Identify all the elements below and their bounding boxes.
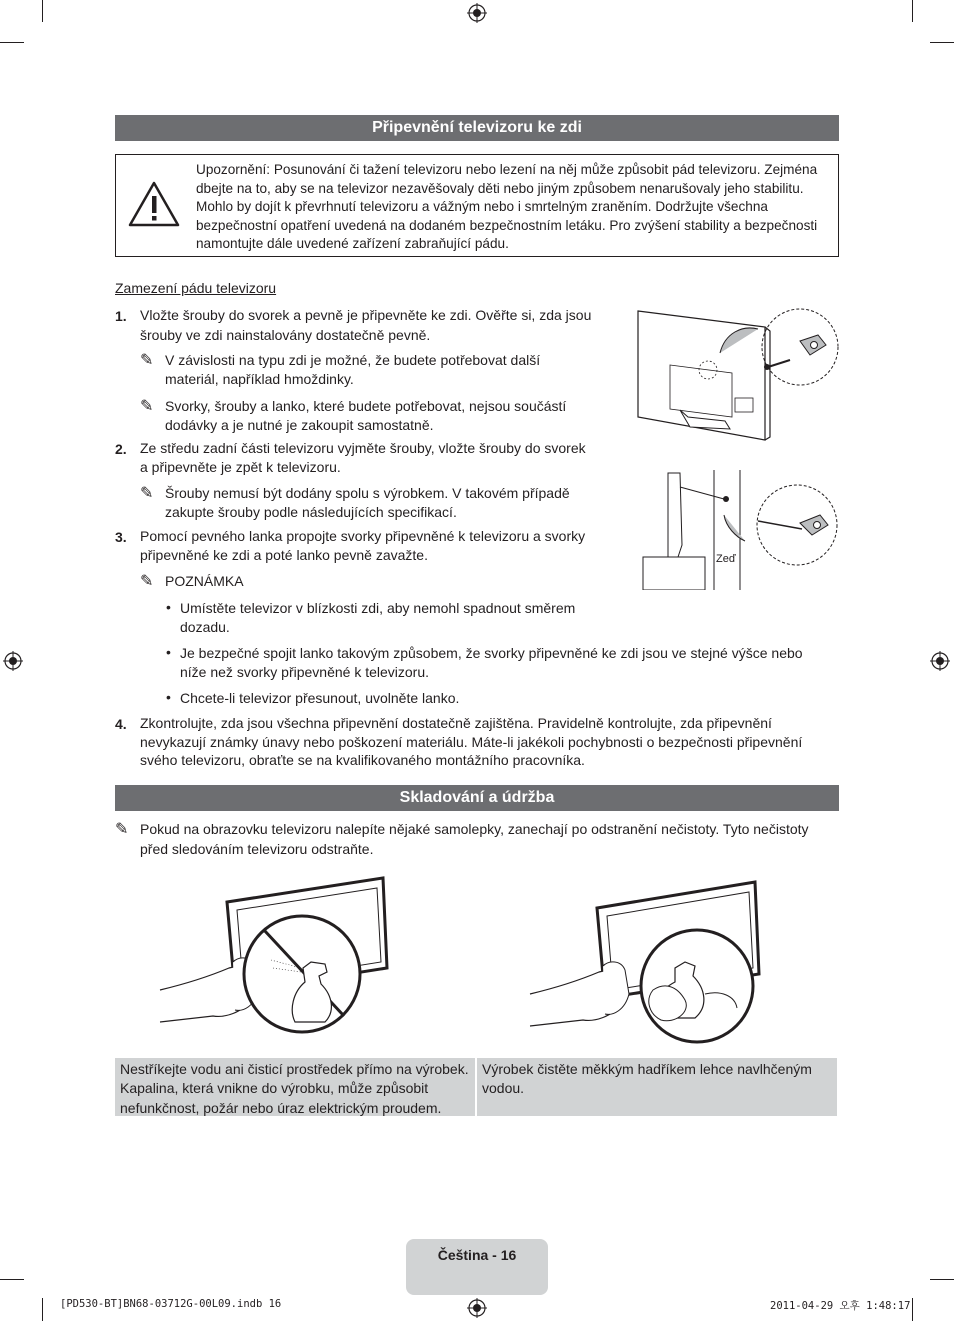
- caption-right-line-2: vodou.: [482, 1080, 525, 1097]
- no-spray-illustration: [155, 872, 395, 1042]
- section-title-storage-maintenance: Skladování a údržba: [115, 785, 839, 811]
- caption-left-line-2: Kapalina, která vnikne do výrobku, může způsobit: [120, 1080, 429, 1097]
- crop-mark: [930, 42, 954, 43]
- tv-back-clip-illustration: [630, 305, 845, 445]
- caption-right-line-1: Výrobek čistěte měkkým hadříkem lehce navlhčeným: [482, 1061, 812, 1077]
- step-4-line-3: svého televizoru, obraťte se na kvalifikovaného montážního pracovníka.: [140, 752, 585, 768]
- step-1-line-1: Vložte šrouby do svorek a pevně je připevněte ke zdi. Ověřte si, zda jsou: [140, 307, 592, 323]
- step-4-line-2: nevykazují známky únavy nebo poškození materiálu. Máte-li jakékoli pochybnosti o bezpečnosti připevnění: [140, 734, 803, 750]
- warning-text: [196, 161, 836, 254]
- note-2-line-2: dodávky a je nutné je zakoupit samostatně.: [165, 417, 434, 433]
- footer-timestamp: 2011-04-29 오후 1:48:17: [770, 1300, 911, 1312]
- sticker-note-line-1: Pokud na obrazovku televizoru nalepíte nějaké samolepky, zanechají po odstranění nečistoty. Tyto nečistoty: [140, 821, 809, 837]
- bullet-dot: •: [166, 599, 171, 615]
- bullet-dot: •: [166, 689, 171, 705]
- wall-label: Zeď: [716, 553, 736, 565]
- warning-body: : Posunování či tažení televizoru nebo lezení na něj může způsobit pád televizoru. Zejména dbejte na to, aby se na televizor nezavěšovaly děti nebo jiným způsobem nenarušovaly jeho stabilitu. Mohlo by dojít k převrhnutí televizoru a vážným nebo i smrtelným zraněním. Dodržujte všechna bezpečnostní opatření uvedená na dodaném bezpečnostním letáku. Pro zvýšení stability a bezpečnosti namontujte dále uvedené zařízení zabraňující pádu.: [196, 162, 818, 252]
- bullet-dot: •: [166, 644, 171, 660]
- subtitle-text: Zamezení pádu televizoru: [115, 280, 277, 296]
- caption-no-spray: [115, 1058, 475, 1116]
- crop-mark: [930, 1279, 954, 1280]
- step-number: 3.: [115, 529, 127, 545]
- registration-mark-icon: [930, 651, 950, 671]
- crop-mark: [0, 1279, 24, 1280]
- step-4-line-1: Zkontrolujte, zda jsou všechna připevnění dostatečně zajištěna. Pravidelně kontrolujte, zda připevnění: [140, 715, 772, 731]
- bullet-3-line-1: Chcete-li televizor přesunout, uvolněte lanko.: [180, 690, 460, 706]
- bullet-1-line-1: Umístěte televizor v blízkosti zdi, aby nemohl spadnout směrem: [180, 600, 576, 616]
- note-3-line-2: zakupte šrouby podle následujících specifikací.: [165, 504, 457, 520]
- crop-mark: [42, 0, 43, 22]
- crop-mark: [0, 42, 24, 43]
- subtitle-prevent-fall: [115, 279, 276, 298]
- crop-mark: [42, 1298, 43, 1321]
- warning-label: Upozornění: [196, 162, 267, 177]
- pencil-note-icon: ✎: [115, 821, 129, 838]
- soft-cloth-illustration: [525, 878, 770, 1048]
- caption-left-line-1: Nestříkejte vodu ani čisticí prostředek přímo na výrobek.: [120, 1061, 469, 1077]
- pencil-note-icon: ✎: [140, 352, 154, 369]
- step-number: 2.: [115, 441, 127, 457]
- step-3-line-1: Pomocí pevného lanka propojte svorky připevněné k televizoru a svorky: [140, 528, 586, 544]
- section-title-wall-mount: Připevnění televizoru ke zdi: [115, 115, 839, 141]
- step-1-line-2: šrouby ve zdi nainstalovány dostatečně pevně.: [140, 327, 431, 343]
- sticker-note-line-2: před sledováním televizoru odstraňte.: [140, 841, 374, 857]
- page-number: Čeština - 16: [437, 1247, 517, 1263]
- note-1-line-2: materiál, například hmoždinky.: [165, 371, 354, 387]
- caption-left-line-3: nefunkčnost, požár nebo úraz elektrickým proudem.: [120, 1099, 442, 1116]
- registration-mark-icon: [467, 1298, 487, 1318]
- note-1-line-1: V závislosti na typu zdi je možné, že budete potřebovat další: [165, 352, 541, 368]
- note-3-line-1: Šrouby nemusí být dodány spolu s výrobkem. V takovém případě: [165, 485, 570, 501]
- tv-wall-side-illustration: [640, 465, 845, 590]
- bullet-2-line-1: Je bezpečné spojit lanko takovým způsobem, že svorky připevněné ke zdi jsou ve stejné výšce nebo: [180, 645, 803, 661]
- pencil-note-icon: ✎: [140, 485, 154, 502]
- pencil-note-icon: ✎: [140, 573, 154, 590]
- note-2-line-1: Svorky, šrouby a lanko, které budete potřebovat, nejsou součástí: [165, 398, 567, 414]
- step-number: 1.: [115, 308, 127, 324]
- pencil-note-icon: ✎: [140, 398, 154, 415]
- footer-file-info: [PD530-BT]BN68-03712G-00L09.indb 16: [60, 1298, 282, 1310]
- crop-mark: [912, 1298, 913, 1321]
- note-heading-poznamka: POZNÁMKA: [165, 573, 244, 589]
- crop-mark: [912, 0, 913, 22]
- step-number: 4.: [115, 716, 127, 732]
- warning-triangle-icon: [127, 180, 181, 228]
- caption-soft-cloth: [477, 1058, 837, 1116]
- step-3-line-2: připevněné ke zdi a poté lanko pevně zavažte.: [140, 547, 428, 563]
- bullet-1-line-2: dozadu.: [180, 619, 230, 635]
- bullet-2-line-2: níže než svorky připevněné k televizoru.: [180, 664, 430, 680]
- step-2-line-2: a připevněte je zpět k televizoru.: [140, 459, 341, 475]
- registration-mark-icon: [467, 3, 487, 23]
- registration-mark-icon: [3, 651, 23, 671]
- step-2-line-1: Ze středu zadní části televizoru vyjměte šrouby, vložte šrouby do svorek: [140, 440, 586, 456]
